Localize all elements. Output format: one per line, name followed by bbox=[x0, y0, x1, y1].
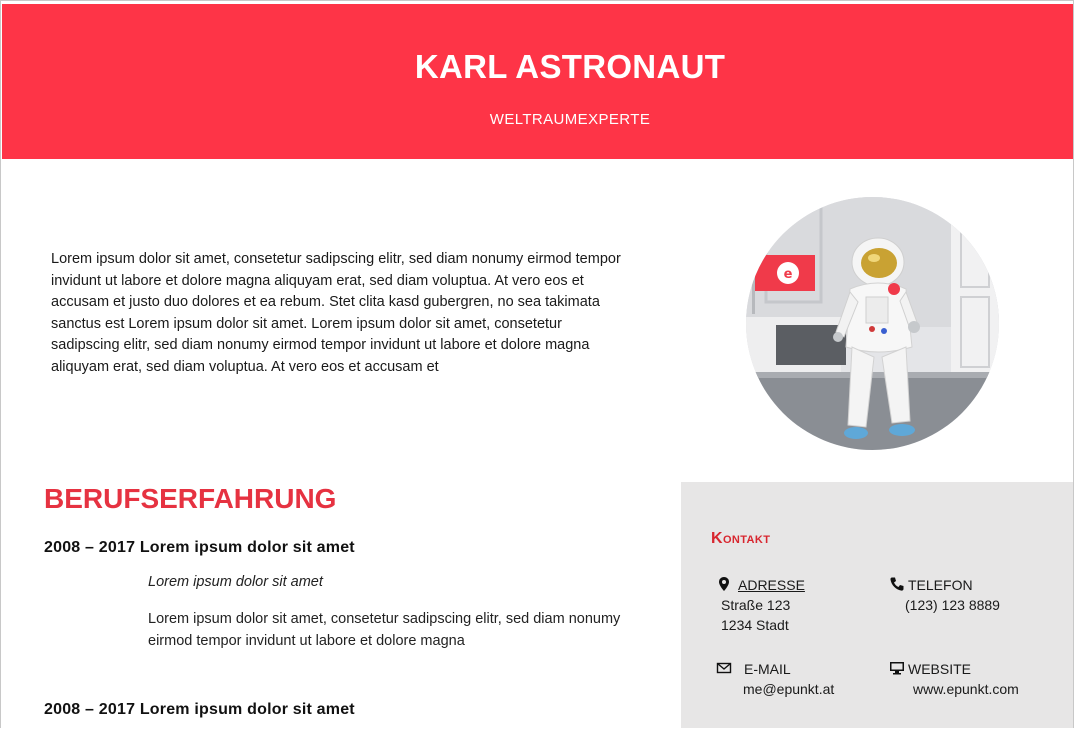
person-name[interactable]: KARL ASTRONAUT bbox=[414, 48, 726, 85]
astronaut-photo-illustration bbox=[746, 197, 999, 450]
phone-icon bbox=[889, 576, 905, 592]
person-role[interactable]: WELTRAUMEXPERTE bbox=[489, 111, 651, 128]
email-label: E-MAIL bbox=[744, 661, 791, 677]
address-line2: 1234 Stadt bbox=[721, 617, 789, 633]
contact-address[interactable] bbox=[716, 575, 805, 635]
contact-panel bbox=[681, 482, 1074, 728]
resume-header bbox=[2, 4, 1074, 159]
phone-value: (123) 123 8889 bbox=[905, 597, 1000, 613]
svg-text:e: e bbox=[783, 267, 793, 282]
job-description-1[interactable]: Lorem ipsum dolor sit amet, consetetur sadipscing elitr, sed diam nonumy eirmod tempor invidunt ut labore et dolore magna bbox=[148, 611, 621, 649]
job-title-1[interactable]: 2008 – 2017 Lorem ipsum dolor sit amet bbox=[44, 539, 355, 556]
email-value: me@epunkt.at bbox=[743, 681, 835, 697]
envelope-icon bbox=[716, 660, 732, 676]
contact-heading[interactable]: Kontakt bbox=[711, 530, 771, 547]
intro-paragraph[interactable]: Lorem ipsum dolor sit amet, consetetur sadipscing elitr, sed diam nonumy eirmod tempor invidunt ut labore et dolore magna aliquyam erat, sed diam voluptua. At vero eos et accusam et justo duo dolores et ea rebum. Stet clita kasd gubergren, no sea takimata sanctus est Lorem ipsum dolor sit amet. Lorem ipsum dolor sit amet, consetetur sadipscing elitr, sed diam nonumy eirmod tempor invidunt ut labore et dolore magna aliquyam erat, sed diam voluptua. At vero eos et accusam et bbox=[51, 251, 621, 375]
profile-photo[interactable] bbox=[746, 197, 999, 450]
map-pin-icon bbox=[716, 576, 732, 592]
contact-email[interactable] bbox=[716, 659, 834, 699]
job-subtitle-1[interactable]: Lorem ipsum dolor sit amet bbox=[148, 574, 323, 590]
monitor-icon bbox=[889, 660, 905, 676]
phone-label: TELEFON bbox=[908, 577, 973, 593]
address-label: ADRESSE bbox=[738, 577, 805, 593]
website-value: www.epunkt.com bbox=[913, 681, 1019, 697]
job-title-2[interactable]: 2008 – 2017 Lorem ipsum dolor sit amet bbox=[44, 701, 355, 718]
experience-heading[interactable]: BERUFSERFAHRUNG bbox=[44, 483, 337, 514]
website-label: WEBSITE bbox=[908, 661, 972, 677]
contact-website[interactable] bbox=[889, 659, 1019, 699]
contact-phone[interactable] bbox=[889, 575, 1000, 615]
address-line1: Straße 123 bbox=[721, 597, 791, 613]
